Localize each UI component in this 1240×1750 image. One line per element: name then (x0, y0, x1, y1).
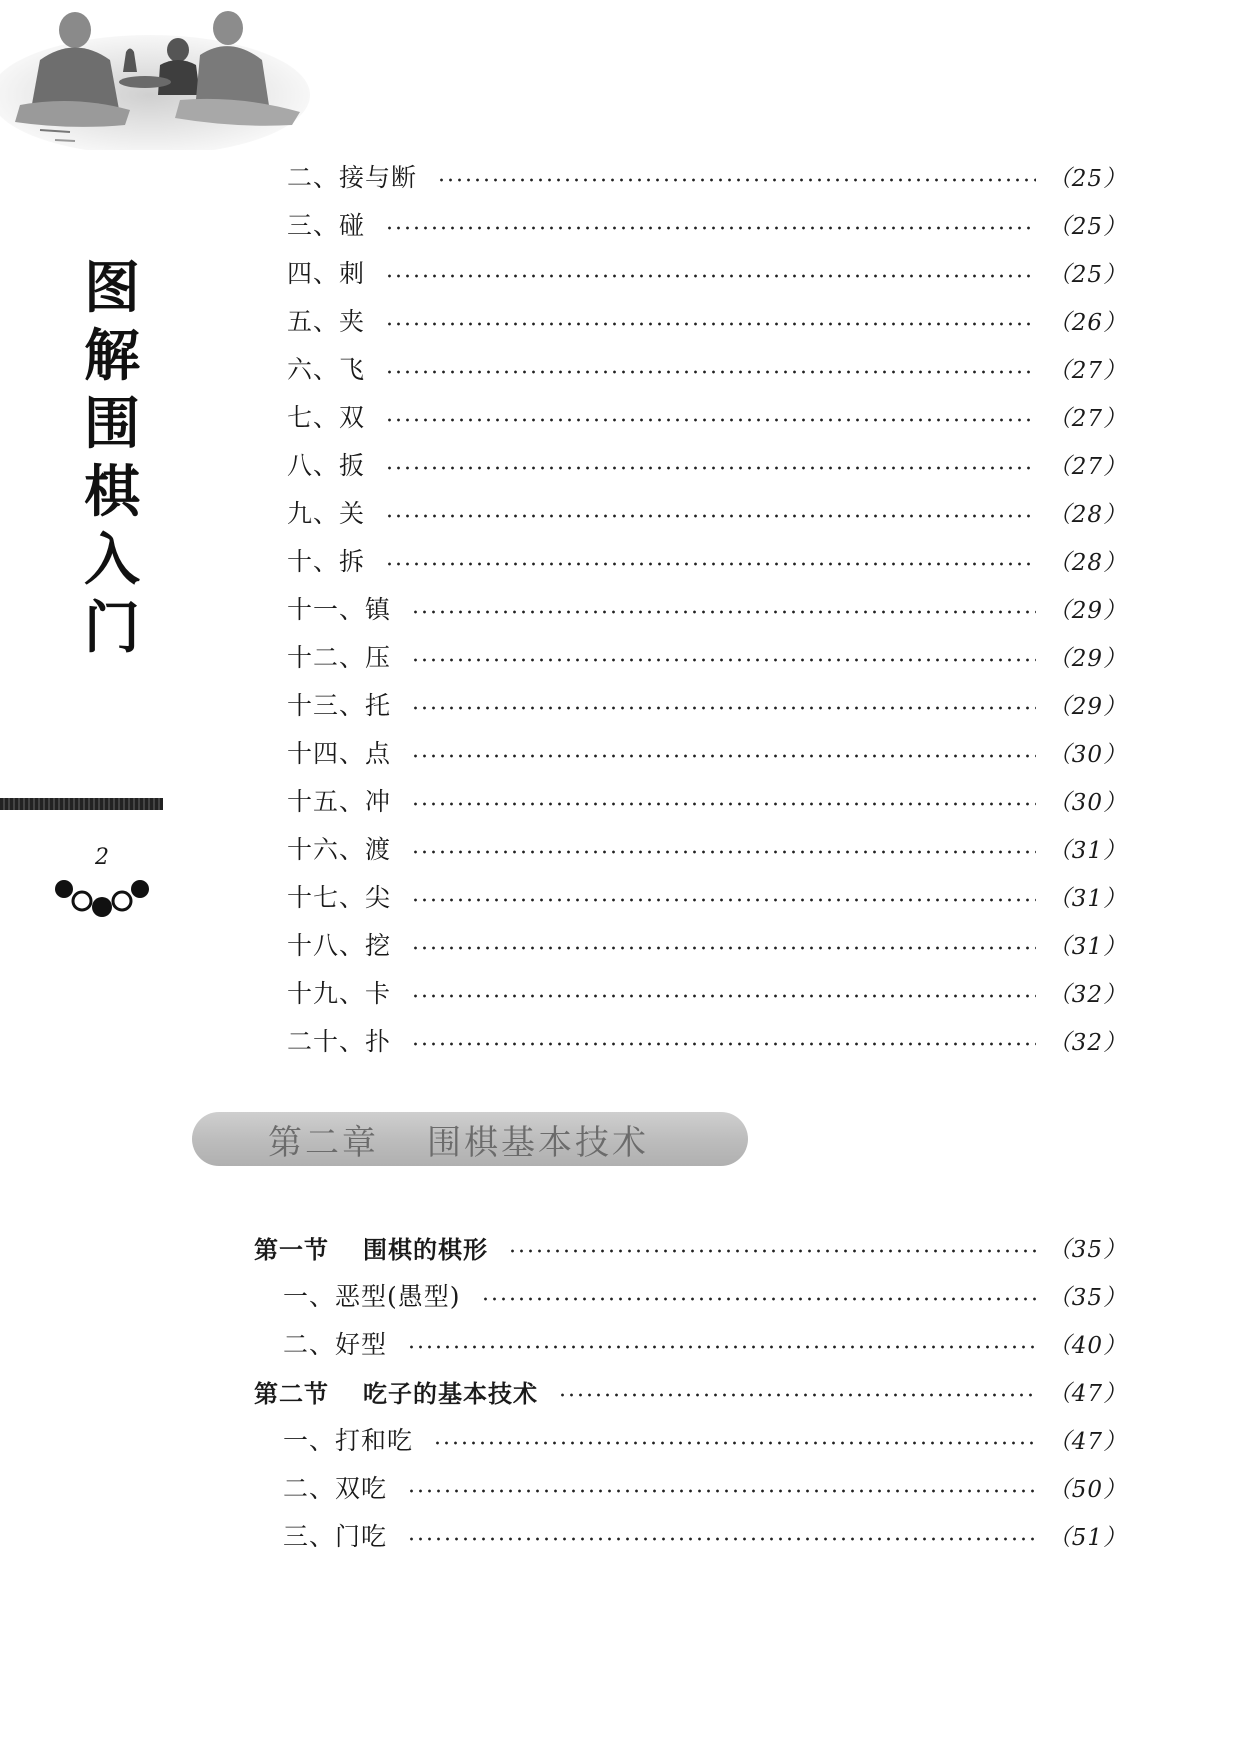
leader-dots (508, 1249, 1036, 1253)
leader-dots (385, 274, 1036, 278)
toc-entry-label: 三、门吃 (283, 1522, 388, 1551)
leader-dots (411, 1042, 1036, 1046)
leader-dots (407, 1345, 1036, 1349)
leader-dots (433, 1441, 1036, 1445)
toc-entry[interactable] (287, 636, 1127, 676)
toc-entry[interactable] (287, 1020, 1127, 1060)
section-title: 吃子的基本技术 (363, 1379, 538, 1408)
title-char: 入 (84, 528, 140, 593)
toc-section[interactable] (254, 1227, 1127, 1267)
leader-dots (411, 754, 1036, 758)
toc-entry-page: （25） (1047, 261, 1127, 288)
toc-entry-page: （50） (1047, 1476, 1127, 1503)
toc-entry-label: 三、碰 (287, 211, 366, 240)
toc-entry-page: （32） (1047, 981, 1127, 1008)
toc-entry-label: 十八、挖 (287, 931, 392, 960)
toc-entry-page: （47） (1047, 1428, 1127, 1455)
toc-entry[interactable] (283, 1275, 1127, 1315)
leader-dots (411, 946, 1036, 950)
toc-entry-label: 六、飞 (287, 355, 366, 384)
leader-dots (437, 178, 1036, 182)
toc-entry-label: 十九、卡 (287, 979, 392, 1008)
toc-entry-page: （29） (1047, 645, 1127, 672)
leader-dots (411, 610, 1036, 614)
toc-entry-page: （28） (1047, 549, 1127, 576)
toc-entry-label: 十七、尖 (287, 883, 392, 912)
toc-entry-page: （47） (1047, 1380, 1127, 1407)
page-number: 2 (95, 845, 109, 870)
go-players-illustration (0, 0, 320, 150)
toc-entry[interactable] (287, 588, 1127, 628)
leader-dots (385, 226, 1036, 230)
toc-entry-page: （25） (1047, 165, 1127, 192)
toc-entry-label: 一、打和吃 (283, 1426, 414, 1455)
toc-entry[interactable] (283, 1467, 1127, 1507)
toc-entry-page: （26） (1047, 309, 1127, 336)
leader-dots (558, 1393, 1036, 1397)
toc-entry[interactable] (287, 924, 1127, 964)
toc-entry-label: 八、扳 (287, 451, 366, 480)
title-char: 围 (84, 392, 140, 457)
toc-entry[interactable] (287, 972, 1127, 1012)
section-label (254, 1230, 488, 1265)
leader-dots (411, 898, 1036, 902)
toc-entry-label: 一、恶型(愚型) (283, 1282, 461, 1311)
toc-entry-label: 二十、扑 (287, 1027, 392, 1056)
toc-entry-page: （25） (1047, 213, 1127, 240)
section-title: 围棋的棋形 (363, 1235, 488, 1264)
toc-entry-page: （27） (1047, 453, 1127, 480)
toc-entry[interactable] (287, 540, 1127, 580)
toc-entry-label: 十三、托 (287, 691, 392, 720)
book-title-vertical (72, 255, 152, 663)
title-char: 门 (84, 596, 140, 661)
toc-entry[interactable] (287, 876, 1127, 916)
toc-entry[interactable] (287, 396, 1127, 436)
toc-section[interactable] (254, 1371, 1127, 1411)
toc-entry[interactable] (287, 252, 1127, 292)
toc-entry-page: （31） (1047, 837, 1127, 864)
leader-dots (385, 514, 1036, 518)
toc-entry-page: （51） (1047, 1524, 1127, 1551)
toc-entry-page: （35） (1047, 1284, 1127, 1311)
toc-entry-page: （31） (1047, 933, 1127, 960)
toc-entry-label: 十六、渡 (287, 835, 392, 864)
toc-entry-label: 二、双吃 (283, 1474, 388, 1503)
toc-entry-label: 七、双 (287, 403, 366, 432)
toc-entry-page: （30） (1047, 741, 1127, 768)
toc-entry-label: 五、夹 (287, 307, 366, 336)
toc-entry[interactable] (287, 492, 1127, 532)
toc-entry-label: 十二、压 (287, 643, 392, 672)
toc-entry[interactable] (287, 828, 1127, 868)
leader-dots (481, 1297, 1036, 1301)
toc-entry-page: （30） (1047, 789, 1127, 816)
leader-dots (411, 994, 1036, 998)
toc-entry-page: （29） (1047, 693, 1127, 720)
leader-dots (385, 466, 1036, 470)
toc-entry-page: （32） (1047, 1029, 1127, 1056)
toc-entry-page: （40） (1047, 1332, 1127, 1359)
leader-dots (385, 322, 1036, 326)
toc-entry-page: （27） (1047, 405, 1127, 432)
toc-entry[interactable] (283, 1515, 1127, 1555)
toc-entry-label: 四、刺 (287, 259, 366, 288)
toc-entry-label: 十、拆 (287, 547, 366, 576)
section-number: 第二节 (254, 1379, 329, 1408)
toc-entry-page: （28） (1047, 501, 1127, 528)
leader-dots (407, 1537, 1036, 1541)
toc-entry[interactable] (287, 684, 1127, 724)
leader-dots (411, 658, 1036, 662)
leader-dots (385, 562, 1036, 566)
leader-dots (385, 418, 1036, 422)
chapter-heading (192, 1112, 748, 1166)
leader-dots (385, 370, 1036, 374)
toc-entry[interactable] (287, 732, 1127, 772)
toc-entry[interactable] (283, 1323, 1127, 1363)
toc-entry-page: （27） (1047, 357, 1127, 384)
toc-entry-label: 二、接与断 (287, 163, 418, 192)
chapter-title: 围棋基本技术 (427, 1122, 649, 1163)
toc-entry-label: 十五、冲 (287, 787, 392, 816)
toc-entry[interactable] (287, 204, 1127, 244)
go-stones-ornament-icon (52, 875, 152, 925)
side-divider-bar (0, 798, 163, 810)
section-label (254, 1374, 538, 1409)
toc-entry-page: （31） (1047, 885, 1127, 912)
leader-dots (411, 802, 1036, 806)
title-char: 图 (84, 256, 140, 321)
chapter-number: 第二章 (268, 1122, 379, 1163)
section-number: 第一节 (254, 1235, 329, 1264)
toc-entry[interactable] (287, 780, 1127, 820)
leader-dots (411, 850, 1036, 854)
title-char: 棋 (84, 460, 140, 525)
toc-entry-label: 十四、点 (287, 739, 392, 768)
toc-entry[interactable] (283, 1419, 1127, 1459)
toc-entry-label: 九、关 (287, 499, 366, 528)
toc-entry-label: 十一、镇 (287, 595, 392, 624)
toc-entry-page: （35） (1047, 1236, 1127, 1263)
toc-entry[interactable] (287, 348, 1127, 388)
leader-dots (411, 706, 1036, 710)
toc-entry-page: （29） (1047, 597, 1127, 624)
toc-entry-label: 二、好型 (283, 1330, 388, 1359)
toc-entry[interactable] (287, 300, 1127, 340)
leader-dots (407, 1489, 1036, 1493)
toc-entry[interactable] (287, 444, 1127, 484)
title-char: 解 (84, 324, 140, 389)
toc-entry[interactable] (287, 156, 1127, 196)
